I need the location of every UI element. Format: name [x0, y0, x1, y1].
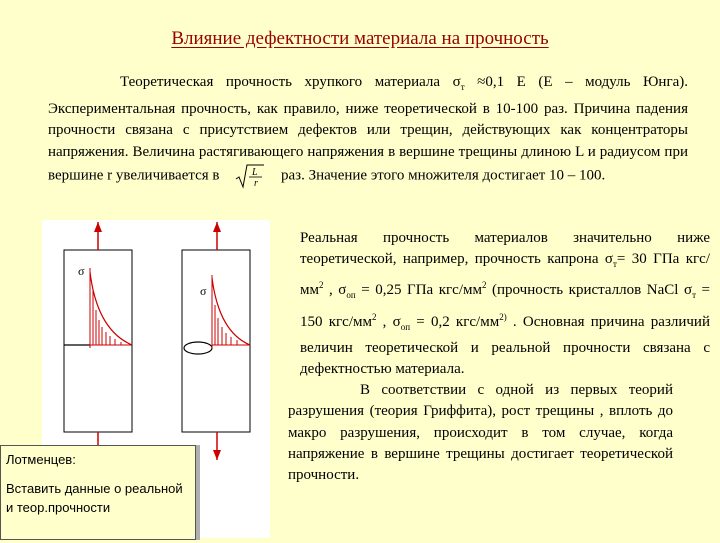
p1i: . Основная причина различий величин теоретической и реальной прочности связана с дефектностью материала. [300, 313, 710, 378]
p1d-sup: 2 [481, 280, 487, 291]
p1a-sub: т [612, 259, 617, 270]
sigma-left-label: σ [78, 264, 85, 278]
intro-text-1: Теоретическая прочность хрупкого материала σ [120, 74, 461, 90]
p1e-sub: т [692, 290, 696, 301]
p1d: = 0,25 ГПа кгс/мм [355, 282, 482, 299]
p1h-sup: 2) [499, 311, 507, 322]
page-title: Влияние дефектности материала на прочность [171, 28, 549, 49]
p1g-sub: оп [400, 321, 411, 332]
sqrt-formula [235, 163, 265, 189]
p1c: , σ [323, 282, 347, 299]
note-heading: Лотменцев: [6, 452, 76, 467]
note-body: Вставить данные о реальной и теор.прочности [6, 481, 183, 515]
griffith-paragraph: В соответствии с одной из первых теорий разрушения (теория Гриффита), рост трещины , вплоть до макро разрушения, происходит в том случае, когда напряжение в вершине трещины достигает теоретической прочности. [288, 382, 673, 484]
right-specimen [182, 250, 250, 432]
intro-text-1b: ≈0,1 Е (Е – модуль Юнга). Экспериментальная прочность, как правило, ниже теоретической в 10-100 раз. Причина падения прочности связана с присутствием дефектов или трещин, действующих как концентраторы напряжения. Величина растягивающего напряжения в вершине трещины длиною L и радиусом при вершине r увеличивается в [48, 74, 689, 184]
sigma-right-label: σ [200, 284, 207, 298]
p1c-sub: оп [346, 290, 356, 301]
p1a: Реальная прочность материалов значительно ниже теоретической, например, прочность капрона σ [300, 230, 710, 268]
intro-sub: т [460, 82, 465, 92]
intro-text-2: раз. Значение этого множителя достигает 10 – 100. [280, 167, 606, 184]
right-text-block [288, 228, 711, 486]
p1f: = 150 кгс/мм [300, 282, 710, 330]
sqrt-den: r [254, 178, 259, 189]
p1b: = 30 ГПа кгс/мм [300, 251, 711, 299]
intro-paragraph [48, 72, 688, 189]
p1f-sup: 2 [371, 311, 377, 322]
p1b-sup: 2 [318, 280, 324, 291]
real-strength-paragraph [300, 228, 710, 380]
p1g: , σ [376, 313, 401, 330]
comment-note[interactable] [0, 445, 196, 540]
left-specimen [64, 250, 132, 432]
sqrt-num: L [252, 167, 258, 178]
p1e: (прочность кристаллов NaCl σ [486, 282, 693, 299]
p1h: = 0,2 кгс/мм [410, 313, 500, 330]
